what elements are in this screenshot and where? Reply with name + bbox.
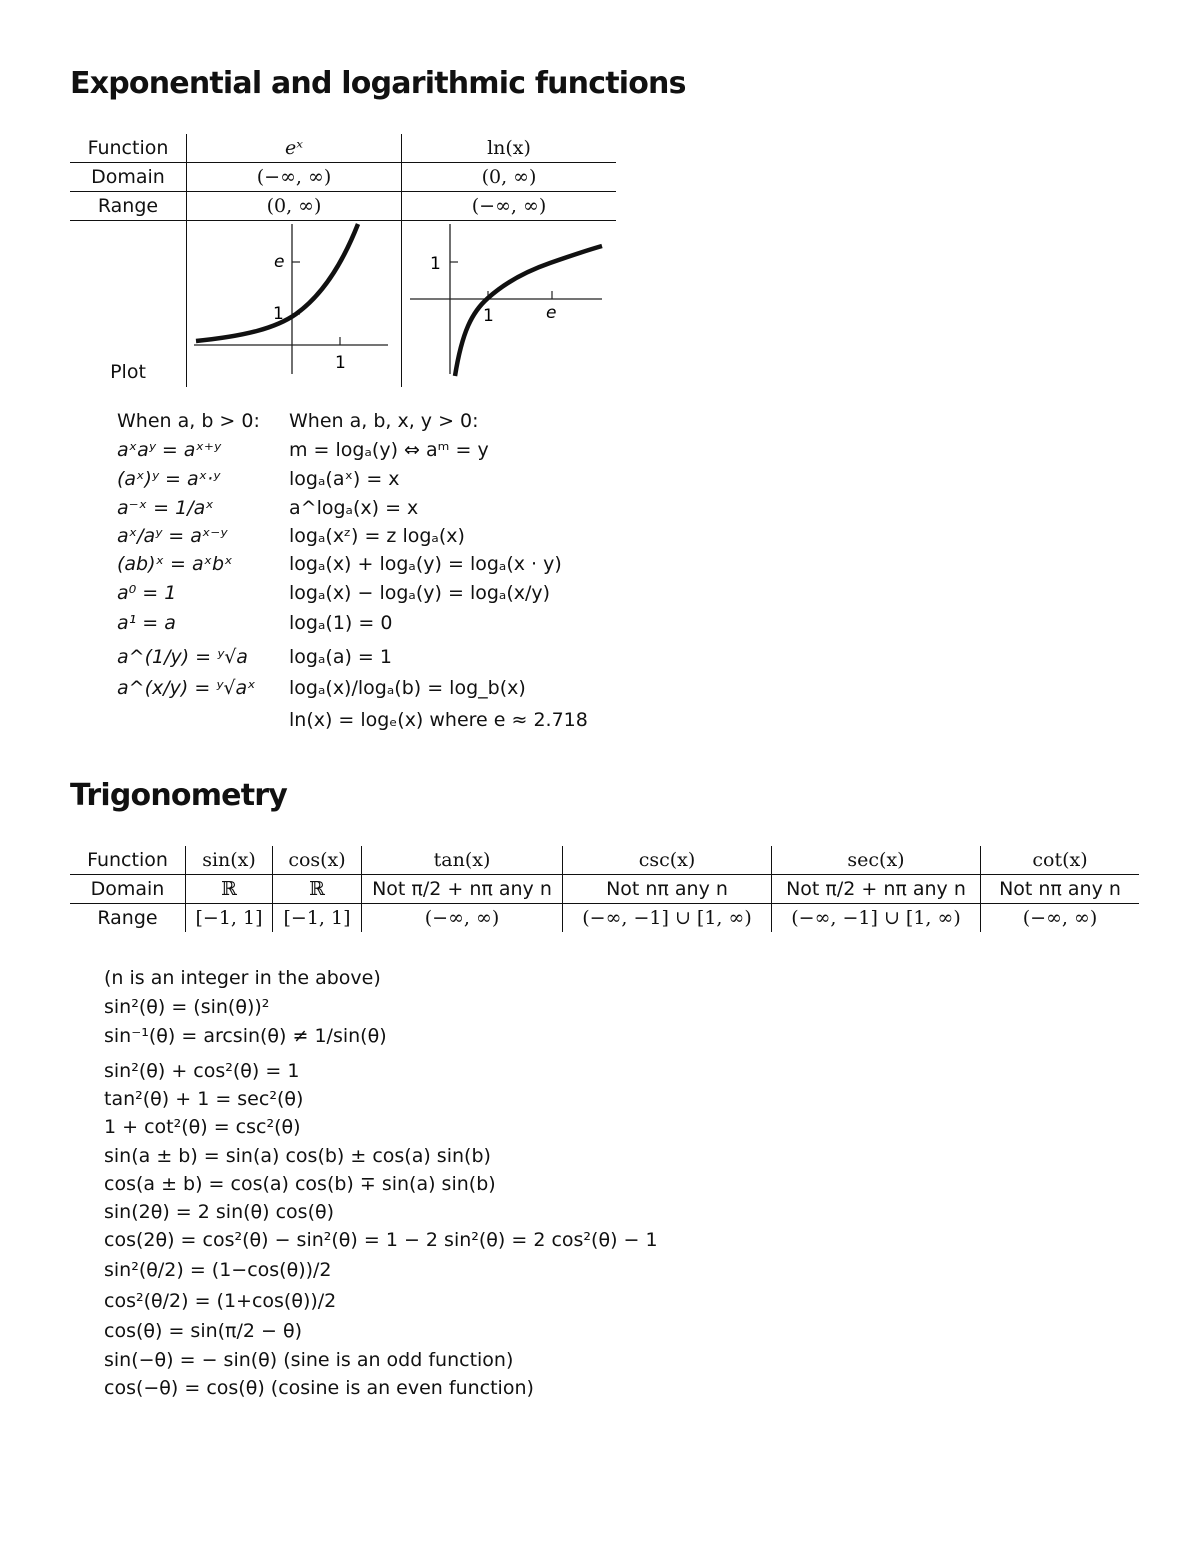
right-formula: m = logₐ(y) ⇔ aᵐ = y [289, 439, 489, 461]
left-header: When a, b > 0: [117, 410, 260, 432]
trig-range-cell: (−∞, −1] ∪ [1, ∞) [563, 904, 772, 933]
exp-ytick-e-label: e [274, 252, 285, 272]
left-formula: aˣ/aʸ = aˣ⁻ʸ [117, 525, 228, 547]
left-formula: a⁻ˣ = 1/aˣ [117, 497, 214, 519]
ln-ytick-1-label: 1 [430, 254, 441, 274]
ln-plot [400, 222, 614, 384]
ln-curve [455, 246, 602, 376]
trig-header: tan(x) [362, 846, 563, 875]
trig-formula: sin(2θ) = 2 sin(θ) cos(θ) [104, 1201, 335, 1223]
cell-plot-label: Plot [110, 361, 146, 383]
trig-formula: sin(a ± b) = sin(a) cos(b) ± cos(a) sin(b) [104, 1145, 491, 1167]
trig-header: cos(x) [273, 846, 362, 875]
trig-range-cell: (−∞, ∞) [362, 904, 563, 933]
left-formula: aˣaʸ = aˣ⁺ʸ [117, 439, 221, 461]
trig-table [70, 846, 1139, 932]
trig-formula: sin²(θ) = (sin(θ))² [104, 996, 270, 1018]
trig-domain-cell: ℝ [186, 875, 273, 904]
cell-header-exp: eˣ [187, 134, 402, 163]
trig-range-cell: (−∞, ∞) [981, 904, 1140, 933]
trig-range-cell: [−1, 1] [186, 904, 273, 933]
trig-formula: sin⁻¹(θ) = arcsin(θ) ≠ 1/sin(θ) [104, 1025, 387, 1047]
cell-range-exp: (0, ∞) [187, 192, 402, 221]
cell-range-ln: (−∞, ∞) [402, 192, 617, 221]
right-formula: logₐ(a) = 1 [289, 646, 392, 668]
trig-header: cot(x) [981, 846, 1140, 875]
trig-domain-cell: Not nπ any n [563, 875, 772, 904]
trig-range-cell: (−∞, −1] ∪ [1, ∞) [772, 904, 981, 933]
right-formula: ln(x) = logₑ(x) where e ≈ 2.718 [289, 709, 588, 731]
trig-formula: sin²(θ/2) = (1−cos(θ))/2 [104, 1259, 332, 1281]
right-formula: a^logₐ(x) = x [289, 497, 419, 519]
section-title-exp: Exponential and logarithmic functions [70, 66, 686, 101]
trig-formula: cos²(θ/2) = (1+cos(θ))/2 [104, 1290, 337, 1312]
left-formula: a⁰ = 1 [117, 582, 177, 604]
trig-formula: sin²(θ) + cos²(θ) = 1 [104, 1060, 300, 1082]
left-formula: (ab)ˣ = aˣbˣ [117, 553, 233, 575]
right-formula: logₐ(x) − logₐ(y) = logₐ(x/y) [289, 582, 551, 604]
trig-formula: cos(−θ) = cos(θ) (cosine is an even function) [104, 1377, 534, 1399]
right-formula: logₐ(aˣ) = x [289, 468, 400, 490]
trig-formula: cos(a ± b) = cos(a) cos(b) ∓ sin(a) sin(b) [104, 1173, 496, 1195]
cell-domain-label: Domain [70, 163, 187, 192]
right-header: When a, b, x, y > 0: [289, 410, 479, 432]
right-formula: logₐ(x)/logₐ(b) = log_b(x) [289, 677, 526, 699]
left-formula: a^(1/y) = ʸ√a [117, 646, 248, 668]
trig-note: (n is an integer in the above) [104, 967, 381, 989]
trig-domain-cell: ℝ [273, 875, 362, 904]
left-formula: a^(x/y) = ʸ√aˣ [117, 677, 256, 699]
cell-range-label: Range [70, 192, 187, 221]
exp-plot [186, 222, 400, 384]
left-formula: a¹ = a [117, 612, 176, 634]
trig-domain-cell: Not nπ any n [981, 875, 1140, 904]
exp-ytick-1-label: 1 [273, 304, 284, 324]
right-formula: logₐ(1) = 0 [289, 612, 393, 634]
trig-range-cell: Range [97, 907, 158, 929]
exp-xtick-1-label: 1 [335, 353, 346, 373]
cell-domain-exp: (−∞, ∞) [187, 163, 402, 192]
trig-formula: cos(2θ) = cos²(θ) − sin²(θ) = 1 − 2 sin²(θ) = 2 cos²(θ) − 1 [104, 1229, 658, 1251]
trig-header: csc(x) [563, 846, 772, 875]
right-formula: logₐ(xᶻ) = z logₐ(x) [289, 525, 465, 547]
section-title-trig: Trigonometry [70, 778, 287, 813]
trig-header: Function [70, 846, 186, 875]
trig-domain-cell: Domain [70, 875, 186, 904]
trig-formula: cos(θ) = sin(π/2 − θ) [104, 1320, 303, 1342]
trig-formula: 1 + cot²(θ) = csc²(θ) [104, 1116, 301, 1138]
trig-header: sin(x) [186, 846, 273, 875]
cell-domain-ln: (0, ∞) [402, 163, 617, 192]
ln-xtick-1-label: 1 [483, 306, 494, 326]
trig-domain-cell: Not π/2 + nπ any n [362, 875, 563, 904]
cell-header-ln: ln(x) [402, 134, 617, 163]
right-formula: logₐ(x) + logₐ(y) = logₐ(x · y) [289, 553, 562, 575]
trig-formula: sin(−θ) = − sin(θ) (sine is an odd function) [104, 1349, 514, 1371]
ln-xtick-e-label: e [546, 303, 557, 323]
trig-domain-cell: Not π/2 + nπ any n [772, 875, 981, 904]
left-formula: (aˣ)ʸ = aˣ·ʸ [117, 468, 221, 490]
trig-header: sec(x) [772, 846, 981, 875]
trig-range-cell: [−1, 1] [273, 904, 362, 933]
trig-formula: tan²(θ) + 1 = sec²(θ) [104, 1088, 304, 1110]
exp-curve [196, 224, 358, 341]
cell-header-function: Function [70, 134, 187, 163]
